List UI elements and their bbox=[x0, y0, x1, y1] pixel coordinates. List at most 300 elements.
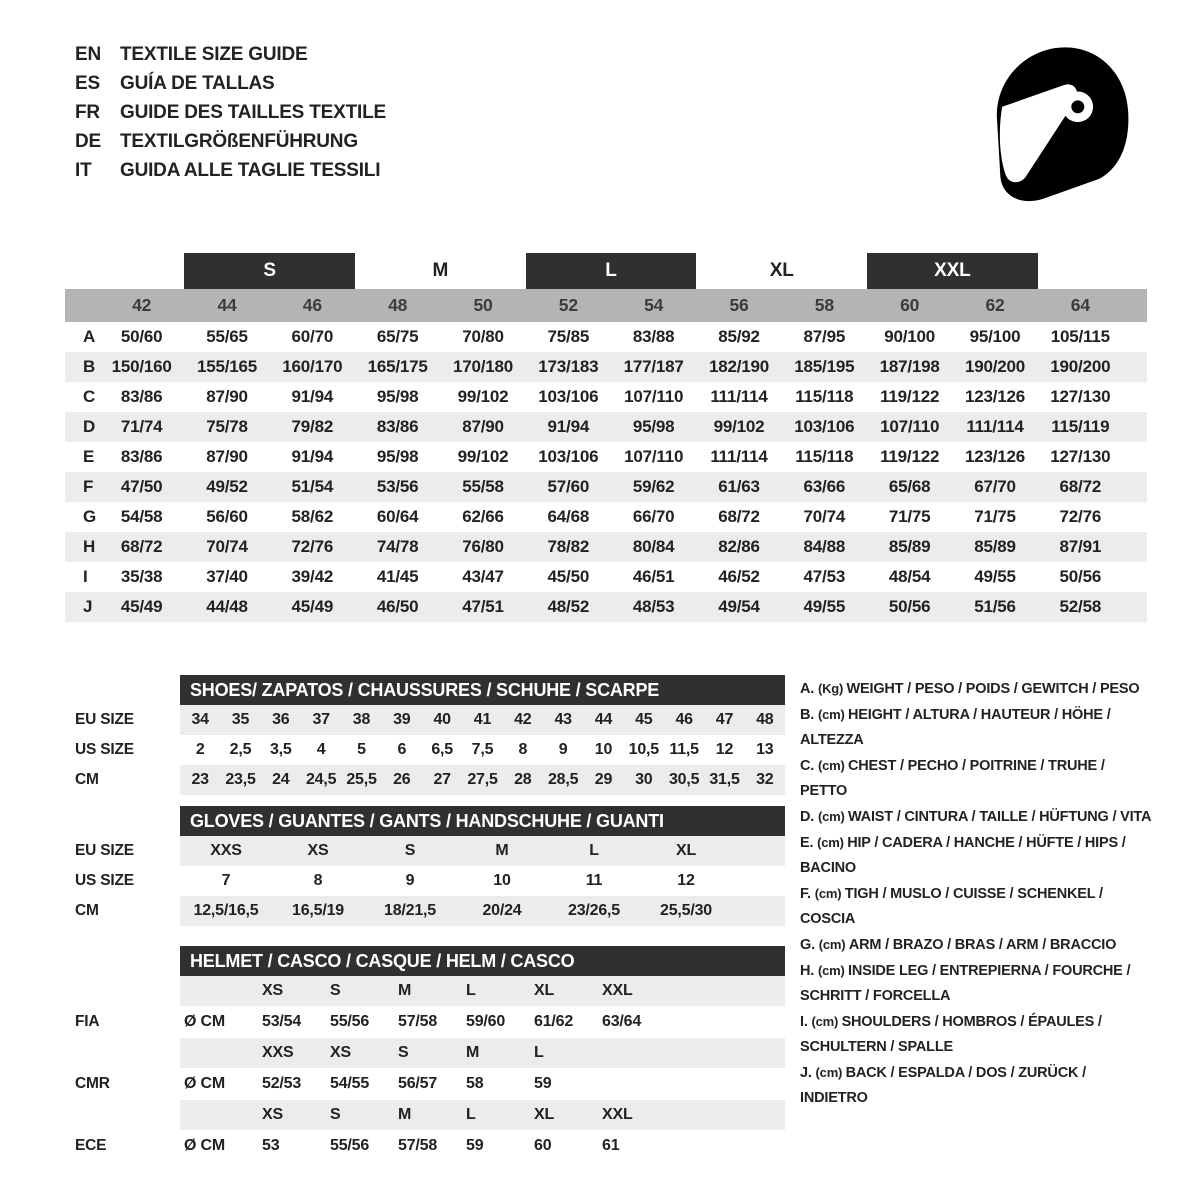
size-value: 49/55 bbox=[803, 597, 846, 616]
row-letter: A bbox=[83, 327, 96, 346]
shoes-value: 4 bbox=[316, 741, 326, 758]
size-value: 99/102 bbox=[713, 417, 765, 436]
gloves-value: 7 bbox=[221, 872, 231, 889]
gloves-value: XXS bbox=[210, 842, 242, 859]
shoes-value: 23,5 bbox=[225, 771, 256, 788]
size-value: 107/110 bbox=[624, 447, 684, 466]
helmet-sizes bbox=[180, 1100, 785, 1130]
size-value: 111/114 bbox=[966, 417, 1024, 436]
size-value: 46/50 bbox=[376, 597, 419, 616]
size-value: 50/60 bbox=[120, 327, 163, 346]
size-value: 48/52 bbox=[547, 597, 590, 616]
helmet-icon-svg bbox=[968, 32, 1148, 214]
language-row bbox=[75, 127, 386, 156]
gloves-value: M bbox=[495, 842, 509, 859]
size-value: 46/52 bbox=[718, 567, 760, 586]
size-group-xl: XL bbox=[769, 260, 794, 281]
row-letter: J bbox=[83, 597, 93, 616]
size-value: 72/76 bbox=[1059, 507, 1102, 526]
size-value: 87/90 bbox=[206, 447, 248, 466]
size-value: 59/62 bbox=[632, 477, 675, 496]
helmet-values-row-cmr bbox=[75, 1068, 785, 1100]
gloves-row-2 bbox=[75, 896, 785, 926]
guide-title: TEXTILGRÖßENFÜHRUNG bbox=[120, 131, 358, 152]
helmet-size-label: XS bbox=[262, 1106, 283, 1123]
helmet-icon bbox=[968, 32, 1148, 214]
helmet-size-label: M bbox=[466, 1044, 480, 1061]
legend-item-j bbox=[800, 1060, 1152, 1111]
legend-text: HIP / CADERA / HANCHE / HÜFTE / HIPS / BACINO bbox=[800, 835, 1126, 876]
shoes-value: 25,5 bbox=[346, 771, 377, 788]
legend-text: INSIDE LEG / ENTREPIERNA / FOURCHE / SCHRITT / FORCELLA bbox=[800, 963, 1131, 1004]
legend-item-e bbox=[800, 830, 1152, 881]
size-value: 80/84 bbox=[632, 537, 675, 556]
legend-text: WEIGHT / PESO / POIDS / GEWITCH / PESO bbox=[846, 681, 1140, 697]
size-value: 127/130 bbox=[1050, 387, 1111, 406]
helmet-diameter-value: 59 bbox=[466, 1137, 484, 1154]
spacer bbox=[75, 675, 180, 705]
gloves-value: XS bbox=[307, 842, 329, 859]
gloves-row-values bbox=[180, 896, 785, 926]
size-value: 87/95 bbox=[803, 327, 846, 346]
numeric-size: 58 bbox=[814, 295, 834, 315]
helmet-header-row bbox=[75, 946, 785, 976]
language-title-list bbox=[75, 40, 386, 185]
row-letter: D bbox=[83, 417, 96, 436]
language-row bbox=[75, 98, 386, 127]
numeric-size: 56 bbox=[729, 295, 749, 315]
size-value: 55/65 bbox=[206, 327, 248, 346]
shoes-value: 27,5 bbox=[467, 771, 498, 788]
shoes-value: 30,5 bbox=[668, 771, 700, 788]
standard-label: FIA bbox=[75, 1013, 100, 1030]
language-code: ES bbox=[75, 73, 100, 94]
gloves-header-row bbox=[75, 806, 785, 836]
size-value: 70/74 bbox=[206, 537, 248, 556]
size-value: 71/75 bbox=[888, 507, 931, 526]
language-code: IT bbox=[75, 160, 92, 181]
gloves-value: 18/21,5 bbox=[384, 902, 436, 919]
size-value: 103/106 bbox=[538, 447, 599, 466]
helmet-size-label: XS bbox=[330, 1044, 351, 1061]
shoes-value: 6,5 bbox=[431, 741, 453, 758]
gloves-size-table bbox=[75, 806, 785, 926]
gloves-row-0 bbox=[75, 836, 785, 866]
standard-label: ECE bbox=[75, 1137, 107, 1154]
size-value: 48/54 bbox=[888, 567, 931, 586]
helmet-size-label: S bbox=[330, 1106, 341, 1123]
shoes-row-label: EU SIZE bbox=[75, 711, 134, 728]
size-value: 74/78 bbox=[376, 537, 419, 556]
shoes-value: 39 bbox=[393, 711, 411, 728]
legend-key: F. bbox=[800, 886, 815, 902]
guide-title: GUIDA ALLE TAGLIE TESSILI bbox=[120, 160, 381, 181]
helmet-values bbox=[180, 1068, 785, 1100]
row-letter: E bbox=[83, 447, 95, 466]
size-value: 173/183 bbox=[538, 357, 599, 376]
size-value: 60/64 bbox=[376, 507, 419, 526]
shoes-row-0 bbox=[75, 705, 785, 735]
helmet-size-label: XL bbox=[534, 982, 555, 999]
size-value: 111/114 bbox=[710, 447, 768, 466]
size-value: 185/195 bbox=[794, 357, 855, 376]
size-value: 49/55 bbox=[974, 567, 1016, 586]
size-value: 127/130 bbox=[1050, 447, 1111, 466]
measurement-row-a bbox=[65, 322, 1147, 352]
numeric-size: 42 bbox=[132, 295, 152, 315]
size-value: 48/53 bbox=[632, 597, 675, 616]
size-value: 123/126 bbox=[964, 387, 1026, 406]
shoes-row-values bbox=[180, 735, 785, 765]
measurement-rows bbox=[65, 322, 1147, 622]
size-value: 61/63 bbox=[718, 477, 760, 496]
size-value: 60/70 bbox=[291, 327, 334, 346]
size-value: 83/86 bbox=[120, 447, 163, 466]
language-row bbox=[75, 69, 386, 98]
size-value: 75/78 bbox=[206, 417, 248, 436]
spacer bbox=[75, 806, 180, 836]
shoes-value: 44 bbox=[594, 711, 613, 728]
shoes-value: 31,5 bbox=[709, 771, 740, 788]
helmet-diameter-value: 59/60 bbox=[466, 1013, 506, 1030]
size-value: 99/102 bbox=[457, 447, 509, 466]
helmet-diameter-value: 57/58 bbox=[398, 1013, 438, 1030]
size-value: 190/200 bbox=[964, 357, 1026, 376]
shoes-value: 26 bbox=[393, 771, 411, 788]
size-value: 68/72 bbox=[1059, 477, 1102, 496]
legend-unit: (cm) bbox=[817, 835, 848, 850]
helmet-sizes bbox=[180, 1038, 785, 1068]
gloves-row-values bbox=[180, 866, 785, 896]
guide-title: TEXTILE SIZE GUIDE bbox=[120, 44, 308, 65]
shoes-value: 13 bbox=[756, 741, 774, 758]
spacer bbox=[75, 1100, 180, 1130]
size-value: 75/85 bbox=[547, 327, 590, 346]
language-code: FR bbox=[75, 102, 100, 123]
size-value: 111/114 bbox=[710, 387, 768, 406]
size-value: 53/56 bbox=[376, 477, 419, 496]
legend-unit: (cm) bbox=[811, 1014, 842, 1029]
shoes-size-table bbox=[75, 675, 785, 795]
size-value: 58/62 bbox=[291, 507, 334, 526]
size-value: 82/86 bbox=[718, 537, 760, 556]
helmet-size-label: L bbox=[466, 1106, 476, 1123]
measurement-row-i bbox=[65, 562, 1147, 592]
shoes-value: 12 bbox=[715, 741, 734, 758]
helmet-diameter-value: 53/54 bbox=[262, 1013, 302, 1030]
shoes-value: 8 bbox=[518, 741, 528, 758]
helmet-size-label: S bbox=[398, 1044, 409, 1061]
legend-item-h bbox=[800, 958, 1152, 1009]
shoes-row-values bbox=[180, 765, 785, 795]
legend-text: BACK / ESPALDA / DOS / ZURÜCK / INDIETRO bbox=[800, 1065, 1086, 1106]
size-value: 165/175 bbox=[367, 357, 428, 376]
helmet-sizes-row-cmr bbox=[75, 1038, 785, 1068]
size-value: 43/47 bbox=[462, 567, 504, 586]
size-value: 52/58 bbox=[1059, 597, 1102, 616]
legend-unit: (cm) bbox=[817, 758, 848, 773]
numeric-size: 50 bbox=[473, 295, 493, 315]
size-value: 95/100 bbox=[969, 327, 1021, 346]
shoes-value: 35 bbox=[231, 711, 250, 728]
size-value: 62/66 bbox=[462, 507, 504, 526]
numeric-size: 62 bbox=[985, 295, 1005, 315]
measurement-row-c bbox=[65, 382, 1147, 412]
helmet-diameter-value: 55/56 bbox=[330, 1013, 370, 1030]
size-value: 95/98 bbox=[376, 387, 419, 406]
legend-item-d bbox=[800, 804, 1152, 830]
measurement-row-g bbox=[65, 502, 1147, 532]
size-value: 76/80 bbox=[462, 537, 504, 556]
size-value: 54/58 bbox=[120, 507, 163, 526]
shoes-value: 41 bbox=[473, 711, 492, 728]
numeric-size: 54 bbox=[644, 295, 664, 315]
size-value: 68/72 bbox=[120, 537, 163, 556]
size-value: 44/48 bbox=[206, 597, 248, 616]
size-value: 187/198 bbox=[879, 357, 940, 376]
legend-text: HEIGHT / ALTURA / HAUTEUR / HÖHE / ALTEZZA bbox=[800, 707, 1111, 748]
size-value: 56/60 bbox=[206, 507, 248, 526]
size-value: 70/80 bbox=[462, 327, 504, 346]
shoes-value: 28,5 bbox=[547, 771, 579, 788]
gloves-value: 16,5/19 bbox=[292, 902, 344, 919]
helmet-size-label: S bbox=[330, 982, 341, 999]
size-group-header-row bbox=[65, 253, 1147, 289]
size-value: 84/88 bbox=[803, 537, 846, 556]
legend-unit: (cm) bbox=[815, 1065, 846, 1080]
helmet-size-label: L bbox=[534, 1044, 544, 1061]
helmet-diameter-value: 63/64 bbox=[602, 1013, 642, 1030]
shoes-value: 40 bbox=[433, 711, 451, 728]
gloves-value: 9 bbox=[405, 872, 415, 889]
numeric-size: 44 bbox=[217, 295, 237, 315]
legend-key: I. bbox=[800, 1014, 812, 1030]
helmet-size-label: XL bbox=[534, 1106, 555, 1123]
size-value: 91/94 bbox=[291, 447, 334, 466]
legend-item-b bbox=[800, 702, 1152, 753]
spacer bbox=[75, 976, 180, 1006]
legend-key: C. bbox=[800, 758, 818, 774]
size-group-l: L bbox=[526, 253, 697, 289]
legend-text: SHOULDERS / HOMBROS / ÉPAULES / SCHULTERN / SPALLE bbox=[800, 1014, 1102, 1055]
legend-unit: (cm) bbox=[818, 937, 849, 952]
helmet-diameter-value: 55/56 bbox=[330, 1137, 370, 1154]
size-value: 83/86 bbox=[376, 417, 419, 436]
legend-key: G. bbox=[800, 937, 819, 953]
legend-text: WAIST / CINTURA / TAILLE / HÜFTUNG / VITA bbox=[848, 809, 1152, 825]
language-code: EN bbox=[75, 44, 101, 65]
legend-unit: (cm) bbox=[817, 707, 848, 722]
size-value: 119/122 bbox=[880, 387, 940, 406]
size-value: 45/49 bbox=[120, 597, 163, 616]
gloves-value: S bbox=[404, 842, 416, 859]
shoes-header-row bbox=[75, 675, 785, 705]
shoes-value: 47 bbox=[715, 711, 734, 728]
size-value: 83/86 bbox=[120, 387, 163, 406]
size-value: 160/170 bbox=[282, 357, 343, 376]
helmet-size-label: XXS bbox=[262, 1044, 294, 1061]
helmet-diameter-value: 53 bbox=[262, 1137, 280, 1154]
legend-key: H. bbox=[800, 963, 818, 979]
size-value: 64/68 bbox=[547, 507, 590, 526]
row-letter: I bbox=[83, 567, 88, 586]
size-value: 107/110 bbox=[880, 417, 940, 436]
size-value: 65/68 bbox=[888, 477, 931, 496]
numeric-size: 46 bbox=[302, 295, 322, 315]
helmet-diameter-value: 52/53 bbox=[262, 1075, 302, 1092]
gloves-row-label: US SIZE bbox=[75, 872, 134, 889]
legend-unit: (cm) bbox=[817, 963, 848, 978]
helmet-values-row-fia bbox=[75, 1006, 785, 1038]
language-row bbox=[75, 156, 386, 185]
size-value: 45/49 bbox=[291, 597, 334, 616]
shoes-value: 10 bbox=[594, 741, 613, 758]
gloves-value: 8 bbox=[313, 872, 323, 889]
helmet-diameter-value: 58 bbox=[466, 1075, 484, 1092]
legend-key: J. bbox=[800, 1065, 816, 1081]
shoes-value: 27 bbox=[433, 771, 451, 788]
legend-key: A. bbox=[800, 681, 818, 697]
legend-key: B. bbox=[800, 707, 818, 723]
size-value: 49/54 bbox=[718, 597, 760, 616]
shoes-value: 32 bbox=[756, 771, 774, 788]
numeric-size-band bbox=[65, 289, 1147, 322]
diameter-label: Ø CM bbox=[184, 1137, 225, 1154]
legend-item-f bbox=[800, 881, 1152, 932]
measurement-legend bbox=[800, 676, 1152, 1111]
shoes-value: 30 bbox=[635, 771, 653, 788]
legend-text: ARM / BRAZO / BRAS / ARM / BRACCIO bbox=[848, 937, 1117, 953]
size-value: 182/190 bbox=[708, 357, 770, 376]
row-letter: G bbox=[83, 507, 97, 526]
shoes-value: 10,5 bbox=[628, 741, 659, 758]
size-value: 47/51 bbox=[462, 597, 504, 616]
helmet-values-row-ece bbox=[75, 1130, 785, 1162]
helmet-values bbox=[180, 1006, 785, 1038]
size-value: 85/89 bbox=[888, 537, 931, 556]
size-value: 66/70 bbox=[632, 507, 675, 526]
legend-item-a bbox=[800, 676, 1152, 702]
size-value: 65/75 bbox=[376, 327, 419, 346]
size-value: 170/180 bbox=[452, 357, 514, 376]
shoes-value: 37 bbox=[312, 711, 330, 728]
size-value: 55/58 bbox=[462, 477, 504, 496]
measurement-row-e bbox=[65, 442, 1147, 472]
helmet-size-label: XS bbox=[262, 982, 283, 999]
shoes-row-1 bbox=[75, 735, 785, 765]
size-value: 41/45 bbox=[376, 567, 419, 586]
shoes-row-label: CM bbox=[75, 771, 99, 788]
numeric-size: 60 bbox=[900, 295, 920, 315]
shoes-value: 43 bbox=[554, 711, 572, 728]
helmet-sizes bbox=[180, 976, 785, 1006]
row-letter: B bbox=[83, 357, 96, 376]
measurement-row-f bbox=[65, 472, 1147, 502]
size-value: 70/74 bbox=[803, 507, 846, 526]
size-value: 115/118 bbox=[795, 447, 854, 466]
gloves-value: L bbox=[589, 842, 599, 859]
size-value: 115/119 bbox=[1051, 417, 1110, 436]
helmet-diameter-value: 59 bbox=[534, 1075, 552, 1092]
shoes-value: 38 bbox=[352, 711, 371, 728]
helmet-size-table bbox=[75, 946, 785, 1162]
gloves-row-values bbox=[180, 836, 785, 866]
shoes-value: 9 bbox=[558, 741, 568, 758]
measurement-row-h bbox=[65, 532, 1147, 562]
size-value: 103/106 bbox=[538, 387, 599, 406]
row-letter: F bbox=[83, 477, 94, 496]
gloves-value: 12 bbox=[677, 872, 695, 889]
size-value: 103/106 bbox=[794, 417, 855, 436]
helmet-section-title: HELMET / CASCO / CASQUE / HELM / CASCO bbox=[180, 946, 785, 976]
numeric-size: 48 bbox=[388, 295, 408, 315]
size-value: 46/51 bbox=[632, 567, 675, 586]
size-value: 79/82 bbox=[291, 417, 334, 436]
size-value: 72/76 bbox=[291, 537, 334, 556]
shoes-value: 3,5 bbox=[269, 741, 292, 758]
helmet-diameter-value: 60 bbox=[534, 1137, 552, 1154]
size-value: 51/54 bbox=[291, 477, 334, 496]
shoes-value: 11,5 bbox=[669, 741, 699, 758]
helmet-diameter-value: 54/55 bbox=[330, 1075, 370, 1092]
size-group-xxl: XXL bbox=[867, 253, 1038, 289]
shoes-value: 7,5 bbox=[471, 741, 494, 758]
size-value: 68/72 bbox=[718, 507, 760, 526]
size-value: 67/70 bbox=[974, 477, 1016, 496]
size-group-m: M bbox=[432, 260, 449, 281]
helmet-diameter-value: 57/58 bbox=[398, 1137, 438, 1154]
size-value: 47/50 bbox=[120, 477, 163, 496]
size-value: 78/82 bbox=[547, 537, 590, 556]
size-value: 107/110 bbox=[624, 387, 684, 406]
size-value: 91/94 bbox=[291, 387, 334, 406]
measurement-row-j bbox=[65, 592, 1147, 622]
size-value: 45/50 bbox=[547, 567, 590, 586]
size-value: 39/42 bbox=[291, 567, 334, 586]
shoes-value: 45 bbox=[635, 711, 653, 728]
gloves-row-label: EU SIZE bbox=[75, 842, 134, 859]
size-value: 90/100 bbox=[884, 327, 936, 346]
shoes-value: 36 bbox=[272, 711, 290, 728]
size-value: 35/38 bbox=[120, 567, 163, 586]
size-value: 115/118 bbox=[795, 387, 854, 406]
size-value: 87/90 bbox=[206, 387, 248, 406]
size-value: 85/92 bbox=[718, 327, 760, 346]
shoes-value: 24,5 bbox=[305, 771, 337, 788]
gloves-value: XL bbox=[675, 842, 697, 859]
size-value: 123/126 bbox=[964, 447, 1026, 466]
measurement-row-d bbox=[65, 412, 1147, 442]
legend-text: TIGH / MUSLO / CUISSE / SCHENKEL / COSCIA bbox=[800, 886, 1103, 927]
size-value: 57/60 bbox=[547, 477, 590, 496]
size-value: 63/66 bbox=[803, 477, 846, 496]
helmet-size-label: XXL bbox=[602, 982, 633, 999]
shoes-value: 23 bbox=[191, 771, 209, 788]
numeric-size: 64 bbox=[1070, 295, 1090, 315]
helmet-size-label: M bbox=[398, 1106, 412, 1123]
size-value: 71/74 bbox=[120, 417, 163, 436]
shoes-row-values bbox=[180, 705, 785, 735]
shoes-value: 29 bbox=[594, 771, 613, 788]
gloves-value: 20/24 bbox=[482, 902, 522, 919]
size-value: 87/91 bbox=[1059, 537, 1102, 556]
shoes-value: 2 bbox=[195, 741, 205, 758]
numeric-size: 52 bbox=[558, 295, 578, 315]
gloves-section-title: GLOVES / GUANTES / GANTS / HANDSCHUHE / GUANTI bbox=[180, 806, 785, 836]
size-value: 91/94 bbox=[547, 417, 590, 436]
shoes-value: 46 bbox=[675, 711, 693, 728]
helmet-values bbox=[180, 1130, 785, 1162]
